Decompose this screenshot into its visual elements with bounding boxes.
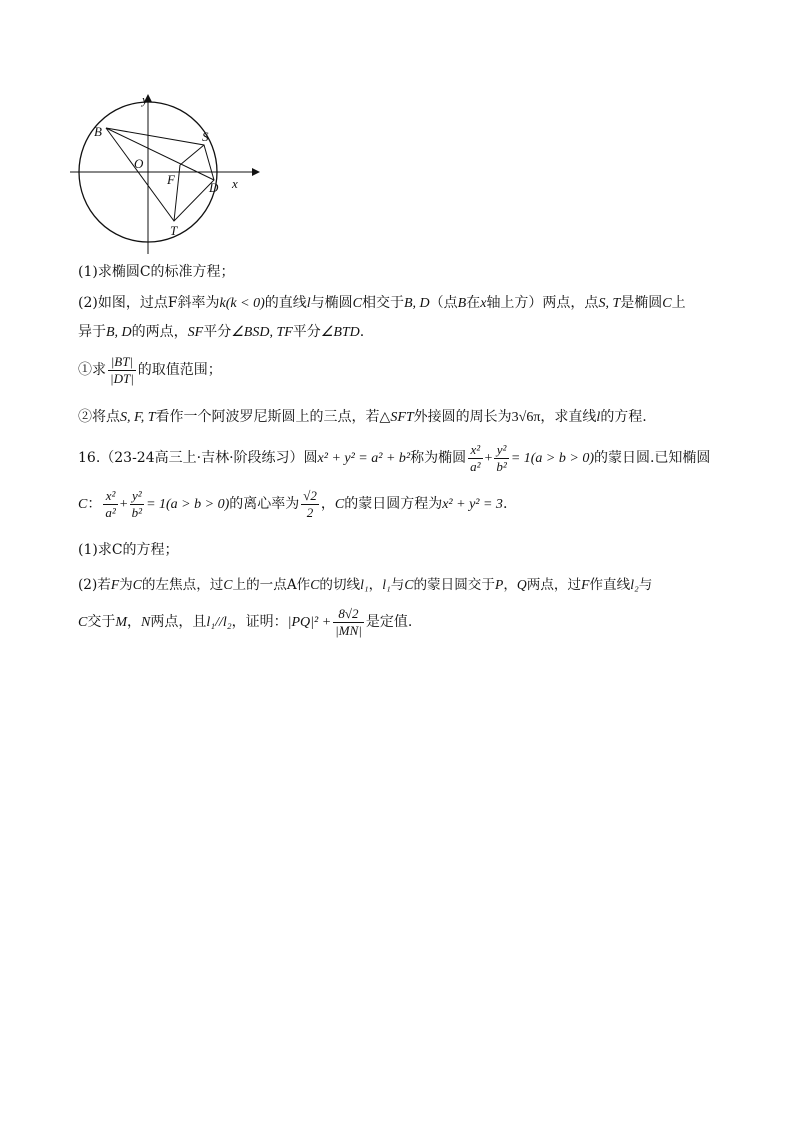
p15-sub1: ①求 $\frac{|BT|}{|DT|}$ 的取值范围； [78, 353, 222, 386]
p15-q1: (1)求椭圆C的标准方程； [78, 264, 235, 280]
p15-q2-line2: 异于B, D的两点，SF平分∠BSD, TF平分∠BTD. [78, 324, 365, 340]
p16-line1: 16.（23-24高三上·吉林·阶段练习）圆x² + y² = a² + b²称为椭圆 $\frac{\text{x²}}{\text{a²}}$ + $\frac{\text{y²}}{\text{b²}}$ = 1(a > b > 0)的蒙日圆.已知椭圆 [78, 441, 711, 474]
p16-q2-line2: C交于M，N两点，且l₁//l₂，证明：|PQ|² + $\frac{8√2}{|MN|}$ 是定值. [78, 605, 413, 638]
p16-q1: (1)求C的方程； [78, 542, 179, 558]
line-sf [180, 145, 204, 165]
p15-q2-line1: (2)如图，过点F斜率为k(k < 0)的直线l与椭圆C相交于B, D（点B在x轴上方）两点，点S, T是椭圆C上 [78, 295, 686, 311]
label-o: O [134, 156, 144, 171]
label-y: y [142, 92, 148, 107]
p16-q2-line1: (2)若F为C的左焦点，过C上的一点A作C的切线l₁，l₁与C的蒙日圆交于P，Q两点，过F作直线l₂与 [78, 577, 653, 593]
p16-line2: C： $\frac{\text{x²}}{\text{a²}}$ + $\frac{\text{y²}}{\text{b²}}$ = 1(a > b > 0)的离心率为 $\frac{√2}{2}$ ，C的蒙日圆方程为x² + y² = 3. [78, 487, 508, 520]
ratio-bt-dt: $\frac{|BT|}{|DT|}$ [110, 353, 134, 386]
quadrilateral [106, 128, 214, 221]
label-s: S [202, 129, 209, 144]
label-t: T [170, 223, 178, 238]
ellipse-diagram [66, 86, 266, 256]
ellipse-figure [66, 86, 266, 256]
label-d: D [209, 180, 219, 195]
p15-sub2: ②将点S, F, T看作一个阿波罗尼斯圆上的三点，若△SFT外接圆的周长为3√6π，求直线l的方程. [78, 409, 647, 425]
x-axis-arrow [252, 168, 260, 176]
label-f: F [167, 172, 175, 187]
label-x: x [232, 176, 238, 191]
label-b: B [94, 124, 102, 139]
